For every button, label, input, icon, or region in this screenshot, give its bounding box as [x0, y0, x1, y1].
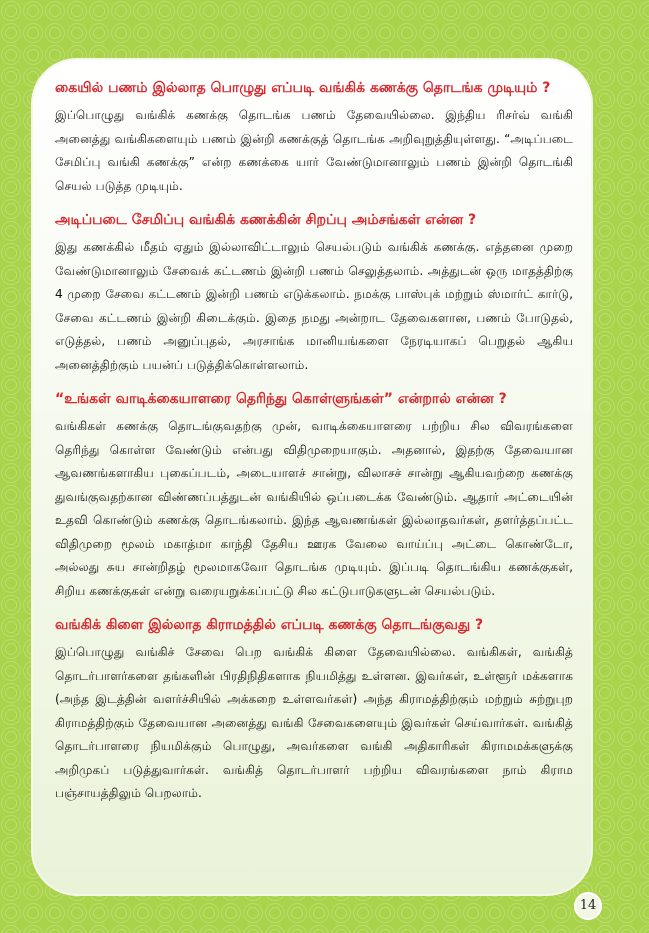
section-body-4: இப்பொழுது வங்கிச் சேவை பெற வங்கிக் கிளை தேவையில்லை. வங்கிகள், வங்கித் தொடர்பாளர்களை தங்களின் பிரதிநிதிகளாக நியமித்து உள்ளன. இவர்கள், உள்ளூர் மக்களாக (அந்த இடத்தின் வளர்ச்சியில் அக்கறை உள்ளவர்கள்) அந்த கிராமத்திற்கும் மற்றும் சுற்றுபுற கிராமத்திற்கும் தேவையான அனைத்து வங்கி சேவைகளையும் இவர்கள் செய்வார்கள். வங்கித் தொடர்பாளரை நியமிக்கும் பொழுது, அவர்களை வங்கி அதிகாரிகள் கிராமமக்களுக்கு அறிமுகப் படுத்துவார்கள். வங்கித் தொடர்பாளர் பற்றிய விவரங்களை நாம் கிராம பஞ்சாயத்திலும் பெறலாம்.: [55, 645, 573, 800]
section-body-1: இப்பொழுது வங்கிக் கணக்கு தொடங்க பணம் தேவையில்லை. இந்திய ரிசர்வ் வங்கி அனைத்து வங்கிகளையும் பணம் இன்றி கணக்குத் தொடங்க அறிவுறுத்தியுள்ளது. “அடிப்படை சேமிப்பு வங்கி கணக்கு” என்ற கணக்கை யார் வேண்டுமானாலும் பணம் இன்றி தொடங்கி செயல் படுத்த முடியும்.: [55, 108, 573, 193]
section-heading-1: கையில் பணம் இல்லாத பொழுது எப்படி வங்கிக் கணக்கு தொடங்க முடியும் ?: [55, 80, 551, 96]
section-body-2: இது கணக்கில் மீதம் ஏதும் இல்லாவிட்டாலும் செயல்படும் வங்கிக் கணக்கு. எத்தனை முறை வேண்டுமானாலும் சேவைக் கட்டணம் இன்றி பணம் செலுத்தலாம். அத்துடன் ஒரு மாதத்திற்கு 4 முறை சேவை கட்டணம் இன்றி பணம் எடுக்கலாம். நமக்கு பாஸ்புக் மற்றும் ஸ்மார்ட் கார்டு, சேவை கட்டணம் இன்றி கிடைக்கும். இதை நமது அன்றாட தேவைகளான, பணம் போடுதல், எடுத்தல், பணம் அனுப்புதல், அரசாங்க மானியங்களை நேரடியாகப் பெறுதல் ஆகிய அனைத்திற்கும் பயன்ப் படுத்திக்கொள்ளலாம்.: [55, 240, 573, 372]
section-heading-4: வங்கிக் கிளை இல்லாத கிராமத்தில் எப்படி கணக்கு தொடங்குவது ?: [55, 617, 484, 633]
content-panel: [31, 58, 593, 896]
page-number: 14: [574, 892, 602, 920]
section-heading-3: “உங்கள் வாடிக்கையாளரை தெரிந்து கொள்ளுங்கள்” என்றால் என்ன ?: [55, 391, 507, 407]
section-heading-2: அடிப்படை சேமிப்பு வங்கிக் கணக்கின் சிறப்பு அம்சங்கள் என்ன ?: [55, 212, 477, 228]
section-body-3: வங்கிகள் கணக்கு தொடங்குவதற்கு முன், வாடிக்கையாளரை பற்றிய சில விவரங்களை தெரிந்து கொள்ள வேண்டும் என்பது விதிமுறையாகும். அதனால், இதற்கு தேவையான ஆவணங்களாகிய புகைப்படம், அடையாளச் சான்று, விலாசச் சான்று ஆகியவற்றை கணக்கு துவங்குவதற்கான விண்ணப்பத்துடன் வங்கியில் ஒப்படைக்க வேண்டும். ஆதார் அட்டையின் உதவி கொண்டும் கணக்கு தொடங்கலாம். இந்த ஆவணங்கள் இல்லாதவர்கள், தளர்த்தப்பட்ட விதிமுறை மூலம் மகாத்மா காந்தி தேசிய ஊரக வேலை வாய்ப்பு அட்டை கொண்டோ, அல்லது சுய சான்றிதழ் மூலமாகவோ தொடங்க முடியும். இப்படி தொடங்கிய கணக்குகள், சிறிய கணக்குகள் என்று வரையறுக்கப்பட்டு சில கட்டுபாடுகளுடன் செயல்படும்.: [55, 419, 573, 598]
